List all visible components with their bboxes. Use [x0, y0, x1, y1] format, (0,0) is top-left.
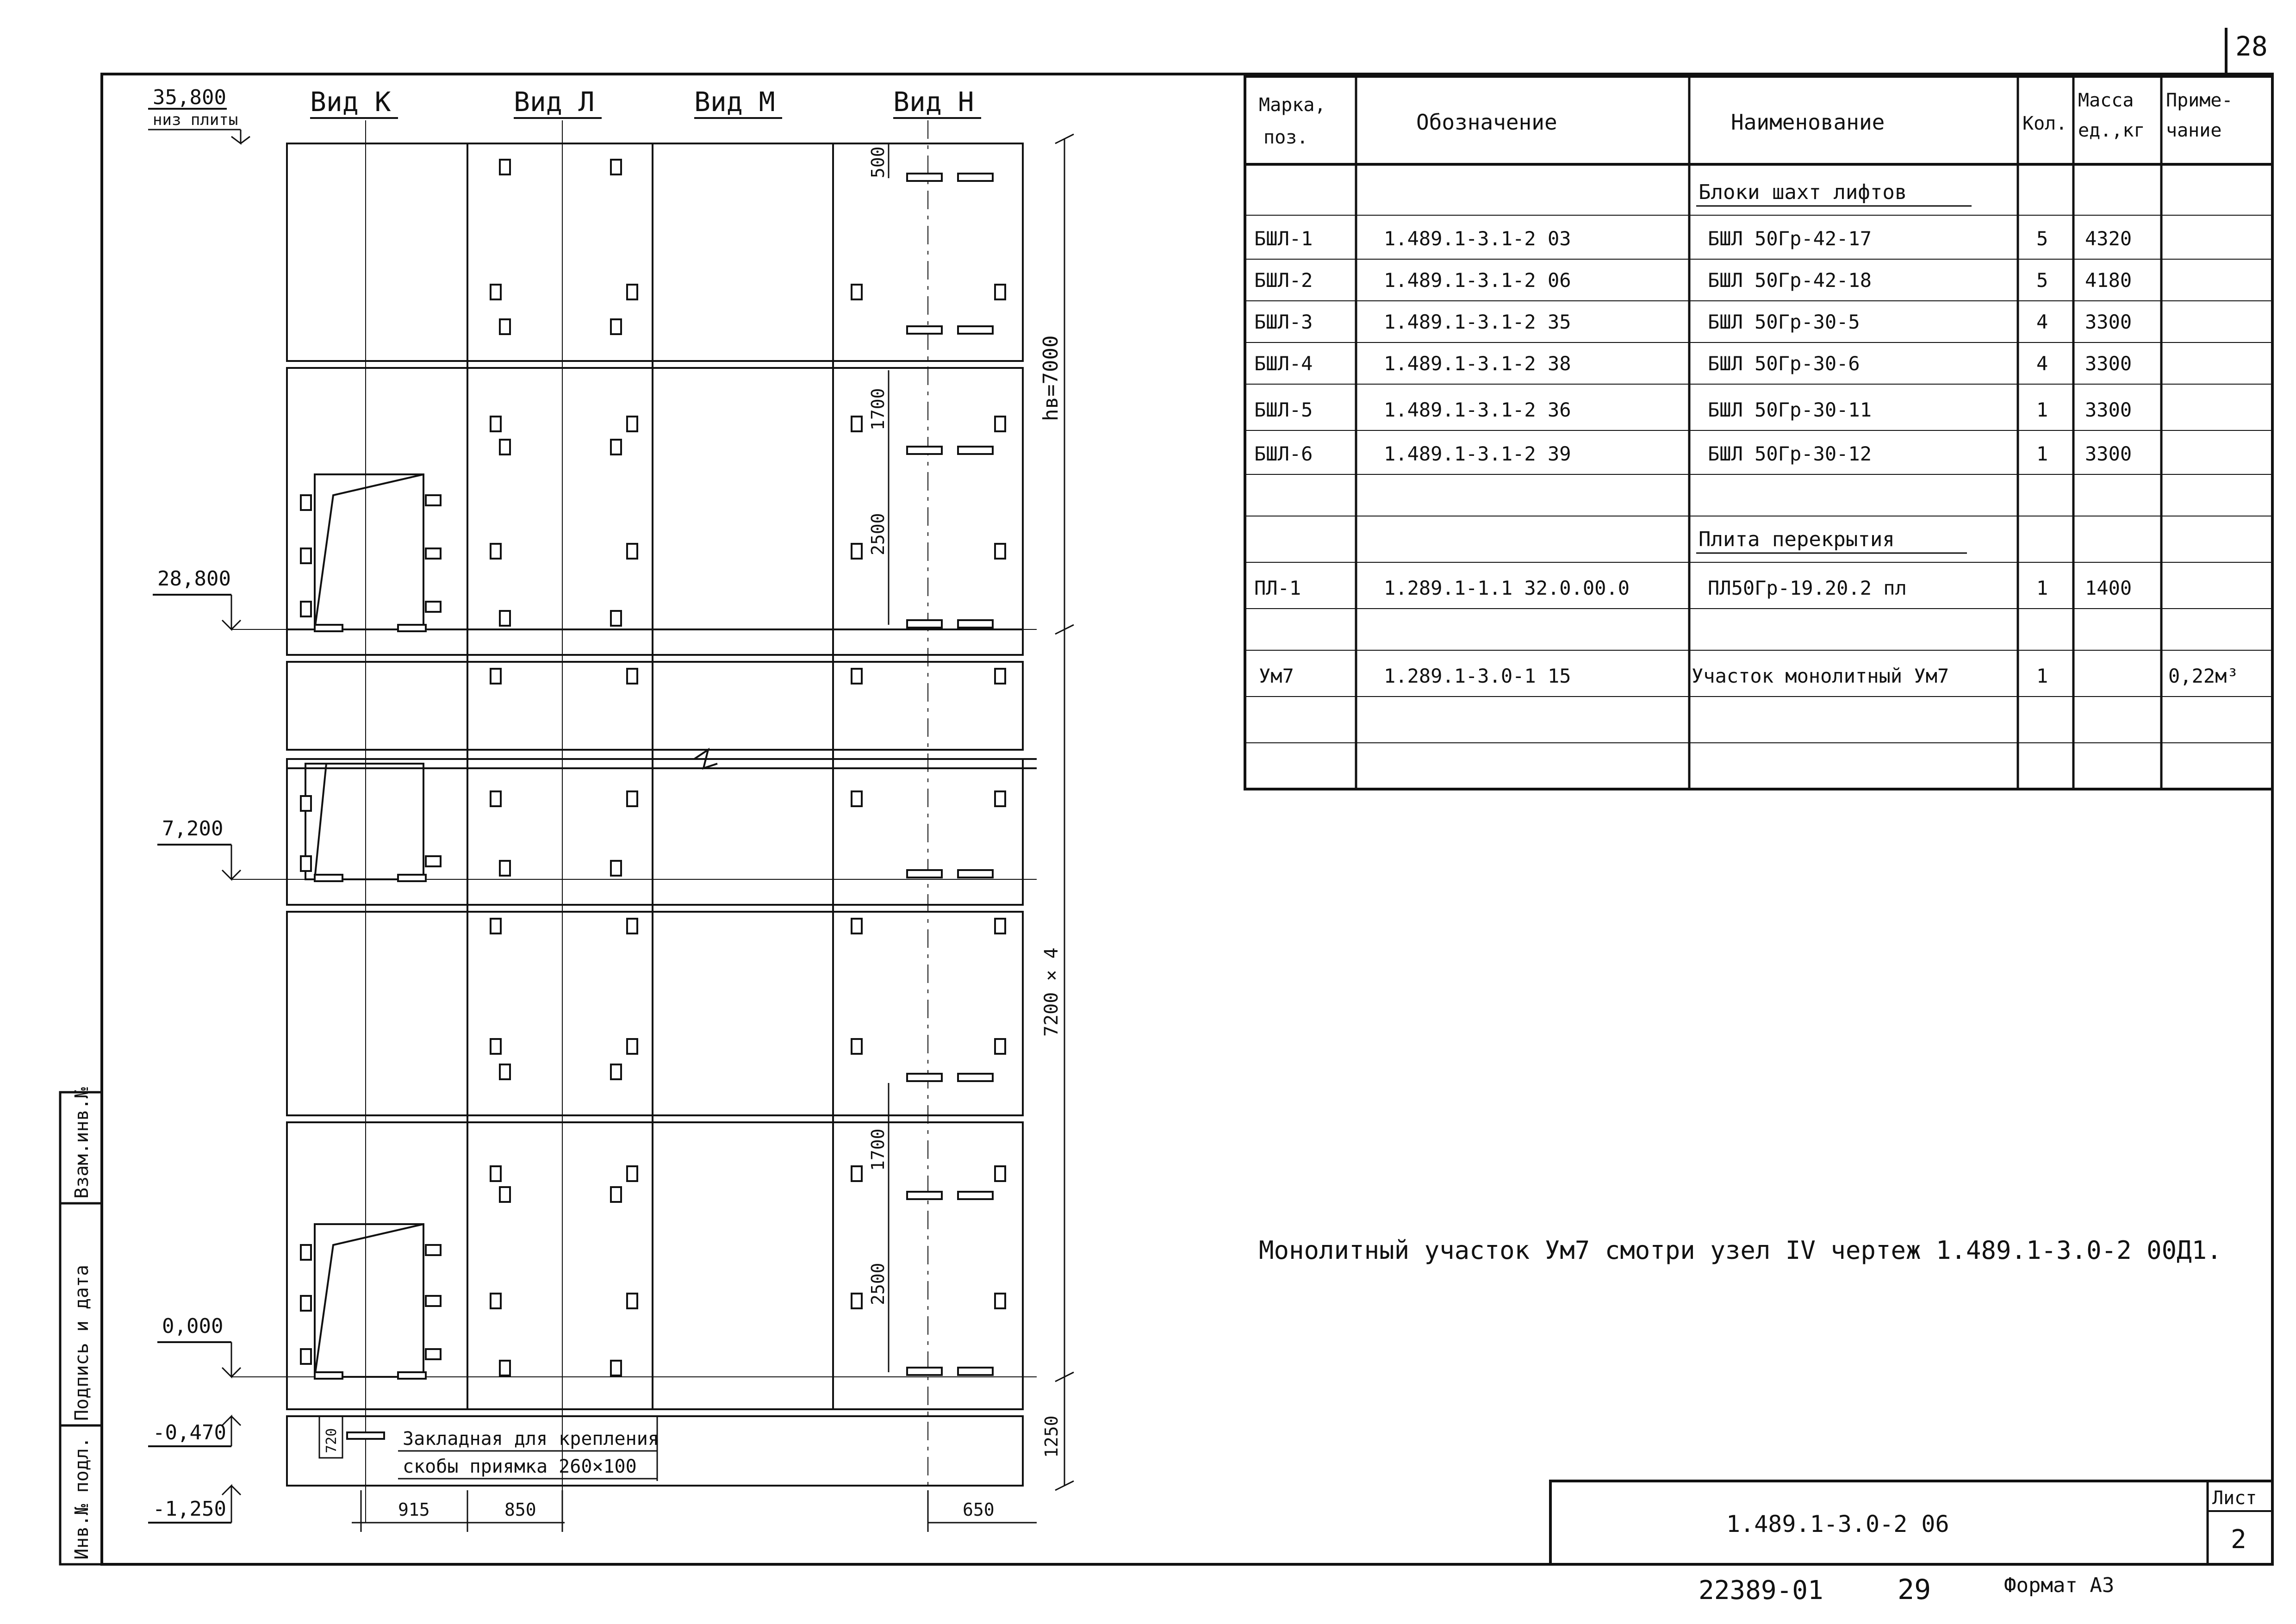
r1-mark: БШЛ-1 [1254, 227, 1313, 250]
r5-designation: 1.489.1-3.1-2 36 [1384, 398, 1571, 421]
r5-name: БШЛ 50Гр-30-11 [1708, 398, 1872, 421]
mono-note: 0,22м³ [2168, 665, 2239, 687]
side-stamp-inv: Инв.№ подл. [71, 1437, 93, 1560]
callout-line2: скобы приямка 260×100 [403, 1456, 637, 1477]
dim-1250: 1250 [1041, 1415, 1062, 1458]
slab-name: ПЛ50Гр-19.20.2 пл [1708, 577, 1907, 599]
section-lift-blocks: Блоки шахт лифтов [1699, 180, 1907, 204]
r6-mass: 3300 [2085, 442, 2132, 465]
door-openings [305, 474, 423, 1377]
r2-qty: 5 [2036, 269, 2048, 292]
r1-mass: 4320 [2085, 227, 2132, 250]
r4-name: БШЛ 50Гр-30-6 [1708, 352, 1860, 375]
slab-mark: ПЛ-1 [1254, 577, 1301, 599]
r4-designation: 1.489.1-3.1-2 38 [1384, 352, 1571, 375]
dim-720: 720 [324, 1428, 340, 1453]
dim-850: 850 [504, 1500, 536, 1520]
sheet-frame [102, 74, 2272, 1564]
mono-mark: Ум7 [1259, 665, 1294, 687]
side-stamp-vzam: Взам.инв.№ [71, 1087, 93, 1199]
r2-mass: 4180 [2085, 269, 2132, 292]
th-qty: Кол. [2022, 113, 2067, 134]
r1-qty: 5 [2036, 227, 2048, 250]
r6-name: БШЛ 50Гр-30-12 [1708, 442, 1872, 465]
hoisting-plates [315, 174, 993, 1439]
view-n-title: Вид Н [893, 86, 974, 118]
view-separators [467, 143, 833, 1409]
dim-1700-upper: 1700 [868, 388, 888, 430]
elev-0000: 0,000 [162, 1314, 224, 1338]
section-floor-slab: Плита перекрытия [1699, 528, 1895, 551]
r3-designation: 1.489.1-3.1-2 35 [1384, 311, 1571, 333]
page-number: 28 [2235, 31, 2268, 62]
dim-915: 915 [398, 1500, 430, 1520]
r4-qty: 4 [2036, 352, 2048, 375]
view-m-title: Вид М [694, 86, 775, 118]
elev-7200: 7,200 [162, 817, 224, 840]
view-titles [310, 86, 981, 118]
r3-mark: БШЛ-3 [1254, 311, 1313, 333]
dim-2500-upper: 2500 [868, 513, 888, 555]
view-l-title: Вид Л [514, 86, 595, 118]
callout-line1: Закладная для крепления [403, 1428, 659, 1450]
r6-mark: БШЛ-6 [1254, 442, 1313, 465]
r4-mark: БШЛ-4 [1254, 352, 1313, 375]
elevation-panels [287, 143, 1023, 1486]
elev-minus-1250: -1,250 [153, 1497, 226, 1521]
mono-qty: 1 [2036, 665, 2048, 687]
pit-callout [319, 1416, 659, 1481]
r1-name: БШЛ 50Гр-42-17 [1708, 227, 1872, 250]
th-mark-2: поз. [1263, 127, 1308, 148]
r5-mass: 3300 [2085, 398, 2132, 421]
elevation-marks [148, 86, 1037, 1523]
slab-mass: 1400 [2085, 577, 2132, 599]
slab-qty: 1 [2036, 577, 2048, 599]
stamp-sheet-number: 2 [2231, 1524, 2246, 1555]
mono-designation: 1.289.1-3.0-1 15 [1384, 665, 1571, 687]
r1-designation: 1.489.1-3.1-2 03 [1384, 227, 1571, 250]
dim-1700-lower: 1700 [868, 1128, 888, 1171]
dim-hb-7000: hв=7000 [1039, 335, 1063, 421]
th-note-2: чание [2166, 120, 2222, 141]
th-mass-1: Масса [2078, 90, 2134, 111]
r2-name: БШЛ 50Гр-42-18 [1708, 269, 1872, 292]
footer-order: 22389-01 [1699, 1575, 1823, 1605]
r4-mass: 3300 [2085, 352, 2132, 375]
elev-35800: 35,800 [153, 86, 226, 109]
dim-500: 500 [868, 146, 888, 178]
spec-rows [1254, 227, 2132, 465]
elev-28800: 28,800 [157, 567, 231, 591]
side-stamp-sign: Подпись и дата [71, 1264, 93, 1421]
r3-name: БШЛ 50Гр-30-5 [1708, 311, 1860, 333]
stamp-code: 1.489.1-3.0-2 06 [1726, 1511, 1949, 1537]
stamp-sheet-label: Лист [2212, 1487, 2257, 1509]
monolithic-note: Монолитный участок Ум7 смотри узел IV чертеж 1.489.1-3.0-2 00Д1. [1259, 1236, 2222, 1265]
spec-table-header [1259, 90, 2233, 148]
r6-qty: 1 [2036, 442, 2048, 465]
th-mark-1: Марка, [1259, 94, 1326, 116]
r3-mass: 3300 [2085, 311, 2132, 333]
th-mass-2: ед.,кг [2078, 120, 2145, 141]
slab-designation: 1.289.1-1.1 32.0.00.0 [1384, 577, 1630, 599]
r3-qty: 4 [2036, 311, 2048, 333]
th-note-1: Приме- [2166, 90, 2233, 111]
r6-designation: 1.489.1-3.1-2 39 [1384, 442, 1571, 465]
bottom-dimensions [352, 1490, 1037, 1532]
view-k-title: Вид К [310, 86, 391, 118]
elev-minus-0470: -0,470 [153, 1421, 226, 1444]
axis-lines [366, 120, 928, 1523]
th-designation: Обозначение [1416, 110, 1557, 135]
break-line [287, 750, 1037, 768]
r2-mark: БШЛ-2 [1254, 269, 1313, 292]
dim-650: 650 [963, 1500, 995, 1520]
r5-qty: 1 [2036, 398, 2048, 421]
dim-2500-lower: 2500 [868, 1263, 888, 1305]
mono-name: Участок монолитный Ум7 [1692, 665, 1949, 687]
elev-35800-note: низ плиты [153, 111, 238, 129]
footer-format: Формат А3 [2004, 1574, 2115, 1597]
side-stamp [60, 1087, 102, 1564]
r5-mark: БШЛ-5 [1254, 398, 1313, 421]
th-name: Наименование [1731, 110, 1885, 135]
footer-page: 29 [1898, 1574, 1931, 1606]
r2-designation: 1.489.1-3.1-2 06 [1384, 269, 1571, 292]
dim-7200x4: 7200 × 4 [1041, 947, 1062, 1037]
